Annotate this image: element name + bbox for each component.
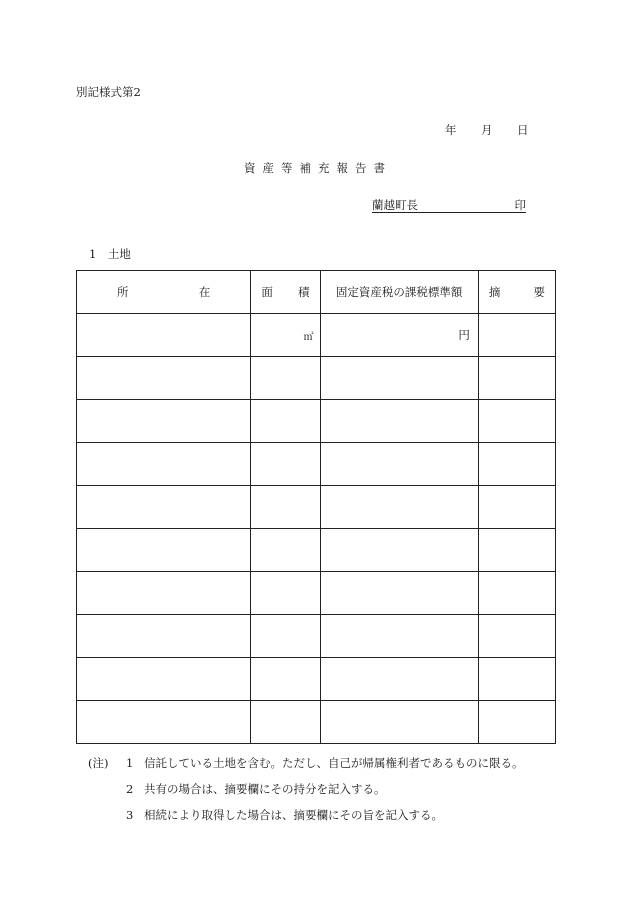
cell-area[interactable]	[251, 658, 320, 701]
cell-tax-base[interactable]	[320, 701, 478, 744]
header-remarks: 摘 要	[478, 271, 555, 314]
cell-location[interactable]	[77, 658, 251, 701]
table-row	[77, 701, 556, 744]
cell-remarks[interactable]	[478, 314, 555, 357]
header-tax-base: 固定資産税の課税標準額	[320, 271, 478, 314]
table-row	[77, 357, 556, 400]
cell-area[interactable]	[251, 486, 320, 529]
cell-remarks[interactable]	[478, 400, 555, 443]
form-identifier: 別記様式第2	[76, 85, 141, 99]
note-item: 3 相続により取得した場合は、摘要欄にその旨を記入する。	[126, 808, 443, 822]
cell-area[interactable]	[251, 701, 320, 744]
table-row	[77, 314, 556, 357]
table-row	[77, 400, 556, 443]
cell-location[interactable]	[77, 572, 251, 615]
table-row	[77, 658, 556, 701]
date-year: 年	[445, 123, 457, 137]
cell-location[interactable]	[77, 443, 251, 486]
cell-remarks[interactable]	[478, 572, 555, 615]
date-month: 月	[481, 123, 493, 137]
cell-location[interactable]	[77, 357, 251, 400]
note-text: 信託している土地を含む。ただし、自己が帰属権利者であるものに限る。	[144, 756, 524, 770]
table-row	[77, 572, 556, 615]
date-line	[445, 122, 529, 138]
cell-tax-base[interactable]	[320, 357, 478, 400]
cell-area[interactable]	[251, 615, 320, 658]
notes	[88, 750, 524, 828]
cell-tax-base[interactable]	[320, 400, 478, 443]
seal-mark: 印	[514, 198, 526, 212]
table-row	[77, 615, 556, 658]
note-item: 2 共有の場合は、摘要欄にその持分を記入する。	[126, 782, 386, 796]
land-table	[76, 270, 556, 744]
cell-area[interactable]	[251, 572, 320, 615]
table-header-row	[77, 271, 556, 314]
cell-remarks[interactable]	[478, 443, 555, 486]
cell-location[interactable]	[77, 701, 251, 744]
notes-label: (注)	[88, 756, 109, 770]
table-row	[77, 486, 556, 529]
section-heading: 1 土地	[89, 247, 131, 261]
cell-location[interactable]	[77, 400, 251, 443]
cell-area[interactable]	[251, 529, 320, 572]
cell-remarks[interactable]	[478, 615, 555, 658]
cell-remarks[interactable]	[478, 529, 555, 572]
cell-tax-base[interactable]	[320, 486, 478, 529]
unit-yen: 円	[458, 328, 470, 342]
addressee-line	[372, 197, 526, 213]
cell-tax-base[interactable]	[320, 658, 478, 701]
cell-tax-base[interactable]	[320, 529, 478, 572]
note-text: 相続により取得した場合は、摘要欄にその旨を記入する。	[144, 808, 443, 822]
header-area: 面 積	[251, 271, 320, 314]
unit-area: ㎡	[303, 331, 314, 343]
cell-tax-base[interactable]	[320, 314, 478, 357]
cell-remarks[interactable]	[478, 357, 555, 400]
cell-remarks[interactable]	[478, 658, 555, 701]
cell-area[interactable]	[251, 443, 320, 486]
date-day: 日	[517, 123, 529, 137]
cell-location[interactable]	[77, 486, 251, 529]
cell-location[interactable]	[77, 615, 251, 658]
note-text: 共有の場合は、摘要欄にその持分を記入する。	[144, 782, 386, 796]
document-title: 資産等補充報告書	[244, 161, 392, 175]
note-item: (注) 1 信託している土地を含む。ただし、自己が帰属権利者であるものに限る。	[88, 750, 524, 776]
table-row	[77, 443, 556, 486]
cell-area[interactable]	[251, 400, 320, 443]
cell-remarks[interactable]	[478, 486, 555, 529]
cell-remarks[interactable]	[478, 701, 555, 744]
cell-area[interactable]	[251, 357, 320, 400]
cell-tax-base[interactable]	[320, 443, 478, 486]
cell-area[interactable]	[251, 314, 320, 357]
cell-location[interactable]	[77, 529, 251, 572]
cell-tax-base[interactable]	[320, 572, 478, 615]
header-location: 所 在	[77, 271, 251, 314]
cell-tax-base[interactable]	[320, 615, 478, 658]
table-row	[77, 529, 556, 572]
addressee-name: 蘭越町長	[372, 198, 418, 212]
cell-location[interactable]	[77, 314, 251, 357]
